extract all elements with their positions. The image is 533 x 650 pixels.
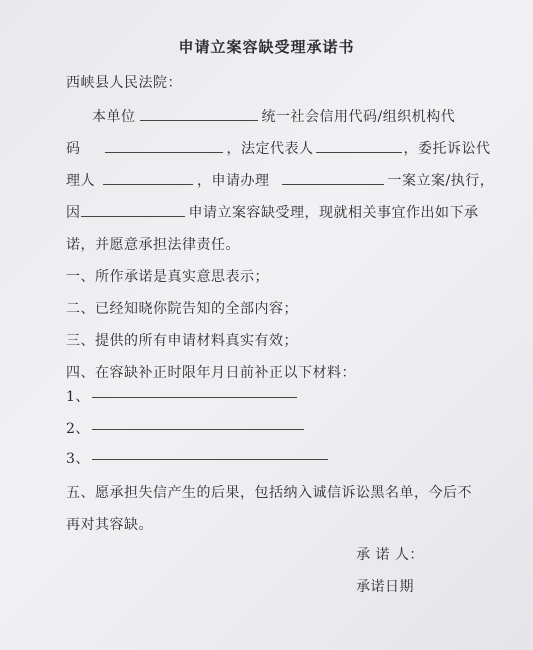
reason-label: 因 bbox=[66, 205, 81, 221]
addressee: 西峡县人民法院： bbox=[66, 75, 182, 91]
paragraph-line-1 bbox=[92, 106, 455, 126]
paragraph-line-4 bbox=[66, 202, 479, 222]
case-type-label: 一案立案/执行， bbox=[387, 173, 495, 189]
item-5-line-1: 五、愿承担失信产生的后果，包括纳入诚信诉讼黑名单，今后不 bbox=[66, 485, 472, 501]
item-4: 四、在容缺补正时限年月日前补正以下材料： bbox=[66, 365, 356, 381]
date-label: 承诺日期 bbox=[356, 579, 414, 595]
paragraph-line-3 bbox=[66, 170, 494, 190]
code-blank bbox=[105, 138, 223, 153]
agent-label-cont: 理人 bbox=[66, 173, 95, 189]
apply-label: ，申请办理 bbox=[197, 173, 270, 189]
commitment-text: 申请立案容缺受理，现就相关事宜作出如下承 bbox=[188, 205, 479, 221]
code-label: 码 bbox=[66, 141, 81, 157]
sub-item-2: 2、 bbox=[66, 421, 90, 437]
paragraph-line-5: 诺，并愿意承担法律责任。 bbox=[66, 237, 240, 253]
document-title: 申请立案容缺受理承诺书 bbox=[178, 38, 355, 56]
item-5-line-2: 再对其容缺。 bbox=[66, 517, 153, 533]
reason-blank bbox=[81, 202, 185, 217]
sub-item-1: 1、 bbox=[66, 389, 90, 405]
item-2: 二、已经知晓你院告知的全部内容； bbox=[66, 301, 298, 317]
credit-code-label: 统一社会信用代码/组织机构代 bbox=[261, 109, 456, 125]
sub-item-1-blank bbox=[92, 396, 297, 398]
sub-item-3: 3、 bbox=[66, 451, 90, 467]
unit-name-blank bbox=[140, 106, 258, 121]
unit-label: 本单位 bbox=[92, 109, 136, 125]
sub-item-2-blank bbox=[92, 428, 304, 430]
case-blank bbox=[282, 170, 384, 185]
agent-label: ，委托诉讼代 bbox=[403, 141, 491, 157]
legal-rep-label: ，法定代表人 bbox=[226, 141, 314, 157]
paragraph-line-2 bbox=[66, 138, 491, 158]
item-1: 一、所作承诺是真实意思表示； bbox=[66, 269, 269, 285]
agent-blank bbox=[103, 170, 193, 185]
signatory-label: 承 诺 人： bbox=[356, 547, 424, 563]
sub-item-3-blank bbox=[92, 458, 328, 460]
item-3: 三、提供的所有申请材料真实有效； bbox=[66, 333, 298, 349]
legal-rep-blank bbox=[316, 138, 402, 153]
